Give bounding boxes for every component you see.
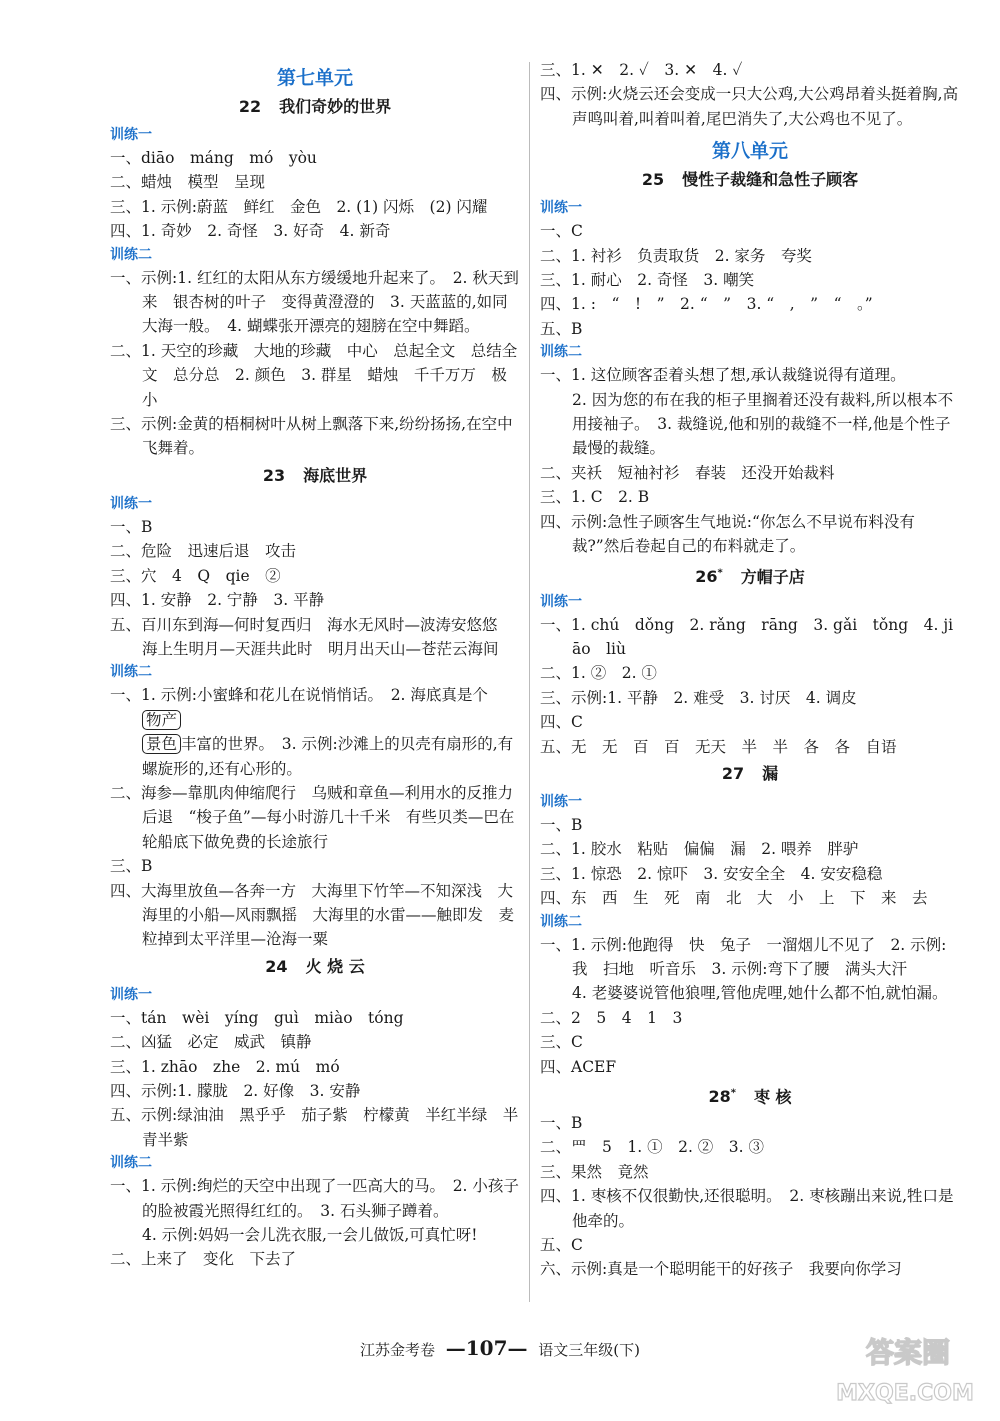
answer-line: 一、diāo máng mó yòu (110, 149, 317, 167)
lesson-name: 海底世界 (303, 465, 368, 485)
lesson-number: 26* (695, 566, 723, 586)
answer-line: 4. 老婆婆说管他狼哩,管他虎哩,她什么都不怕,就怕漏。 (572, 984, 948, 1003)
exercise-heading: 训练一 (540, 793, 582, 810)
answer-line: 五、无 无 百 百 无天 半 半 各 各 自语 (540, 737, 897, 756)
watermark-url (830, 1360, 980, 1412)
answer-line: 四、C (540, 713, 583, 732)
exercise-heading: 训练二 (110, 246, 152, 263)
answer-line: 二、1. ② 2. ① (540, 664, 657, 683)
exercise-heading: 训练一 (110, 495, 152, 512)
exercise-heading: 训练一 (110, 986, 152, 1003)
left-column (110, 58, 520, 1272)
svg-text:答案圈: 答案圈 (865, 1336, 951, 1369)
lesson-number: 25 (641, 170, 665, 190)
answer-line: 四、1. 安静 2. 宁静 3. 平静 (110, 591, 325, 610)
lesson-title (540, 761, 960, 787)
answer-line: 一、tán wèi yíng guì miào tóng (110, 1008, 404, 1027)
lesson-number: 28* (708, 1087, 736, 1107)
answer-line: 一、1. 示例:绚烂的天空中出现了一匹高大的马。 2. 小孩子的脸被霞光照得红红的。 3. 石头狮子蹲着。 (110, 1177, 519, 1220)
answer-line: 四、大海里放鱼—各奔一方 大海里下竹竿—不知深浅 大海里的小船—风雨飘摇 大海里的水雷——触即发 麦粒掉到太平洋里—沧海一粟 (110, 881, 515, 949)
lesson-name: 漏 (762, 763, 779, 783)
exercise-heading: 训练二 (110, 664, 152, 681)
unit-title: 第七单元 (276, 67, 353, 89)
answer-line: 六、示例:真是一个聪明能干的好孩子 我要向你学习 (540, 1260, 902, 1279)
answer-line: 一、示例:1. 红红的太阳从东方缓缓地升起来了。 2. 秋天到来 银杏树的叶子 变得黄澄澄的 3. 天蓝蓝的,如同大海一般。 4. 蝴蝶张开漂亮的翅膀在空中舞蹈。 (110, 268, 519, 336)
answer-line: 二、罒 5 1. ① 2. ② 3. ③ (540, 1138, 765, 1157)
boxed-word: 物产 (142, 710, 181, 730)
lesson-name: 慢性子裁缝和急性子顾客 (682, 170, 859, 190)
answer-line: 一、1. chú dǒng 2. rǎng rāng 3. gǎi tǒng 4. jiāo liù (540, 615, 954, 658)
lesson-number: 24 (265, 956, 288, 976)
answer-line: 二、1. 天空的珍藏 大地的珍藏 中心 总起全文 总结全文 总分总 2. 颜色 3. 群星 蜡烛 千千万万 极小 (110, 341, 518, 409)
answer-line: 一、1. 示例:他跑得 快 兔子 一溜烟儿不见了 2. 示例:我 扫地 听音乐 3. 示例:弯下了腰 满头大汗 (540, 935, 947, 978)
answer-line: 二、夹袄 短袖衬衫 春装 还没开始裁料 (540, 463, 835, 482)
exercise-heading: 训练一 (540, 200, 582, 217)
lesson-title (110, 463, 520, 489)
lesson-title (540, 167, 960, 193)
answer-line: 三、1. ✕ 2. ✓ 3. ✕ 4. ✓ (540, 61, 743, 79)
answer-line: 四、1. 奇妙 2. 奇怪 3. 好奇 4. 新奇 (110, 222, 391, 241)
answer-line: 二、凶猛 必定 威武 镇静 (110, 1033, 312, 1052)
answer-line: 四、示例:1. 朦胧 2. 好像 3. 安静 (110, 1082, 361, 1100)
answer-line: 三、果然 竟然 (540, 1162, 649, 1181)
answer-line: 一、B (540, 1114, 583, 1132)
exercise-heading: 训练二 (540, 344, 582, 361)
answer-line: 三、穴 4 Q qie ② (110, 566, 281, 585)
answer-text: 丰富的世界。 3. 示例:沙滩上的贝壳有扇形的,有螺旋形的,还有心形的。 (142, 735, 514, 778)
lesson-title (540, 561, 960, 587)
exercise-heading: 训练二 (110, 1155, 152, 1172)
lesson-title (110, 94, 520, 120)
answer-line: 四、1. : “ ! ” 2. “ ” 3. “ , ” “ 。” (540, 295, 873, 314)
lesson-name: 方帽子店 (740, 566, 805, 586)
answer-line: 一、1. 示例:小蜜蜂和花儿在说悄悄话。 2. 海底真是个 (110, 686, 488, 705)
answer-line: 三、1. zhāo zhe 2. mú mó (110, 1057, 340, 1076)
unit-title: 第八单元 (711, 140, 788, 163)
answer-line: 三、示例:金黄的梧桐树叶从树上飘落下来,纷纷扬扬,在空中飞舞着。 (110, 415, 513, 458)
answer-line: 四、示例:急性子顾客生气地说:“你怎么不早说布料没有裁?”然后卷起自己的布料就走了。 (540, 512, 915, 556)
answer-line: 二、危险 迅速后退 攻击 (110, 542, 297, 561)
column-divider (529, 62, 530, 1302)
lesson-title (540, 1081, 960, 1107)
answer-line: 三、1. 示例:蔚蓝 鲜红 金色 2. (1) 闪烁 (2) 闪耀 (110, 197, 488, 216)
answer-line: 二、上来了 变化 下去了 (110, 1250, 297, 1269)
footer-book-title: 江苏金考卷 (359, 1341, 435, 1359)
exercise-heading: 训练一 (540, 593, 582, 610)
answer-line: 五、示例:绿油油 黑乎乎 茄子紫 柠檬黄 半红半绿 半青半紫 (110, 1106, 519, 1149)
lesson-number: 27 (721, 763, 745, 783)
answer-line: 三、1. C 2. B (540, 488, 650, 507)
answer-line: 一、C (540, 222, 583, 241)
answer-line (110, 732, 520, 781)
answer-line: 四、示例:火烧云还会变成一只大公鸡,大公鸡昂着头挺着胸,高声鸣叫着,叫着叫着,尾巴消失了,大公鸡也不见了。 (540, 85, 959, 128)
answer-line: 二、1. 衬衫 负责取货 2. 家务 夸奖 (540, 246, 812, 265)
answer-line: 二、海参—靠肌肉伸缩爬行 乌贼和章鱼—利用水的反推力后退 “梭子鱼”—每小时游几十千米 有些贝类—巴在轮船底下做免费的长途旅行 (110, 783, 515, 851)
answer-line: 三、1. 惊恐 2. 惊吓 3. 安安全全 4. 安安稳稳 (540, 864, 883, 883)
lesson-number: 23 (262, 465, 286, 485)
answer-line: 三、B (110, 857, 153, 876)
lesson-name: 我们奇妙的世界 (279, 97, 392, 116)
lesson-name: 枣 核 (753, 1087, 792, 1107)
answer-line: 一、1. 这位顾客歪着头想了想,承认裁缝说得有道理。 (540, 366, 906, 385)
svg-text:MXQE.COM: MXQE.COM (836, 1381, 974, 1406)
answer-line: 三、示例:1. 平静 2. 难受 3. 讨厌 4. 调皮 (540, 688, 857, 707)
answer-line: 二、1. 胶水 粘贴 偏偏 漏 2. 喂养 胖驴 (540, 840, 859, 859)
answer-line: 五、C (540, 1236, 583, 1255)
boxed-word: 景色 (142, 734, 181, 754)
lesson-name: 火 烧 云 (305, 956, 365, 976)
answer-line: 四、东 西 生 死 南 北 大 小 上 下 来 去 (540, 889, 928, 908)
answer-line (110, 708, 520, 732)
answer-line: 五、B (540, 319, 583, 338)
exercise-heading: 训练一 (110, 127, 152, 143)
answer-line: 三、C (540, 1033, 583, 1052)
answer-line: 三、1. 耐心 2. 奇怪 3. 嘲笑 (540, 271, 755, 290)
page-number: —107— (445, 1336, 528, 1360)
answer-line: 二、2 5 4 1 3 (540, 1008, 683, 1027)
answer-line: 一、B (540, 815, 583, 834)
exercise-heading: 训练二 (540, 913, 582, 930)
answer-line: 一、B (110, 517, 153, 536)
answer-line: 四、ACEF (540, 1057, 617, 1076)
answer-line: 四、1. 枣核不仅很勤快,还很聪明。 2. 枣核蹦出来说,牲口是他牵的。 (540, 1187, 954, 1230)
footer-subject: 语文三年级(下) (538, 1341, 641, 1359)
lesson-number: 22 (238, 97, 262, 116)
answer-line: 2. 因为您的布在我的柜子里搁着还没有裁料,所以根本不用接袖子。 3. 裁缝说,他和别的裁缝不一样,他是个性子最慢的裁缝。 (572, 390, 954, 458)
lesson-title (110, 954, 520, 980)
answer-line: 二、蜡烛 模型 呈现 (110, 173, 266, 192)
right-column (540, 58, 960, 1282)
answer-line: 五、百川东到海—何时复西归 海水无风时—波涛安悠悠 海上生明月—天涯共此时 明月出天山—苍茫云海间 (110, 615, 514, 658)
answer-line: 4. 示例:妈妈一会儿洗衣服,一会儿做饭,可真忙呀! (142, 1226, 478, 1245)
